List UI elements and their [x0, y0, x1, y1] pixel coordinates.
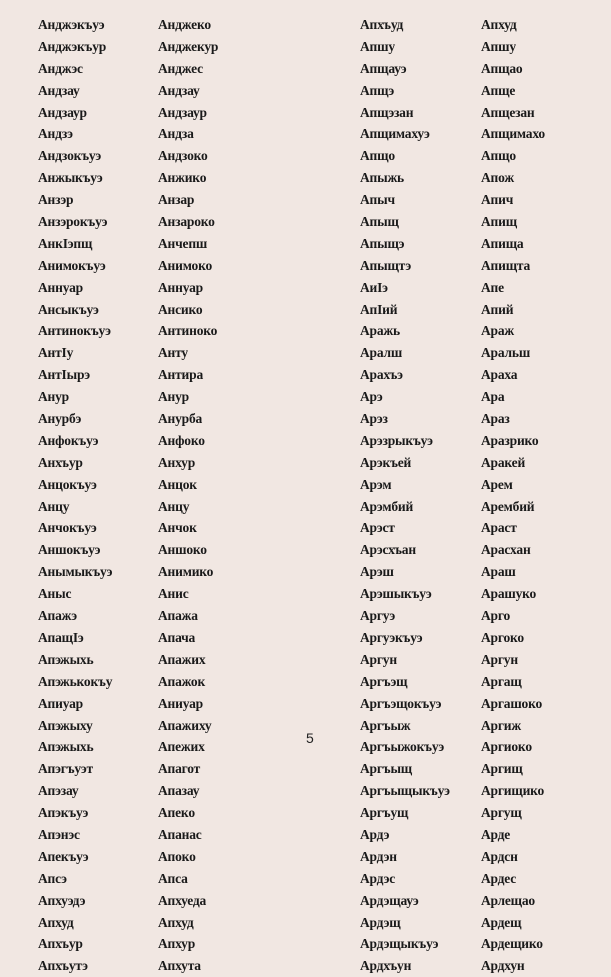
word-entry: Араш — [481, 564, 516, 580]
word-entry: Анжыкъуэ — [38, 170, 103, 186]
word-entry: Аргиоко — [481, 739, 532, 755]
word-entry: Антира — [158, 367, 203, 383]
word-entry: Ардэщауэ — [360, 892, 419, 908]
word-entry: Апыщтэ — [360, 257, 412, 273]
word-entry: Апыжь — [360, 170, 404, 186]
word-entry: Аныс — [38, 586, 72, 602]
word-entry: АпащӀэ — [38, 629, 84, 645]
word-entry: Апиуар — [38, 695, 83, 711]
word-entry: АнкӀэпщ — [38, 235, 93, 251]
word-entry: Арэст — [360, 520, 395, 536]
word-entry: Анфокъуэ — [38, 432, 99, 448]
word-column-2 — [158, 14, 218, 977]
word-entry: АпӀий — [360, 301, 398, 317]
word-entry: Арэмбий — [360, 498, 414, 514]
word-column-3 — [360, 14, 450, 977]
word-entry: Апэгъуэт — [38, 761, 93, 777]
word-entry: Апщимахо — [481, 126, 545, 142]
word-entry: Анцокъуэ — [38, 476, 97, 492]
word-entry: Анцок — [158, 476, 197, 492]
word-entry: Апщимахуэ — [360, 126, 430, 142]
word-entry: Апщо — [481, 148, 516, 164]
word-entry: Апхута — [158, 958, 201, 974]
word-entry: Андзаур — [158, 104, 207, 120]
word-entry: Апыщэ — [360, 235, 405, 251]
word-entry: Аргищико — [481, 783, 545, 799]
word-entry: Ардэс — [360, 870, 396, 886]
word-entry: Арембий — [481, 498, 535, 514]
word-entry: Апхуэдэ — [38, 892, 86, 908]
word-entry: Анимико — [158, 564, 214, 580]
word-entry: Апшу — [481, 38, 516, 54]
word-entry: Аргоко — [481, 629, 524, 645]
word-entry: Анурбэ — [38, 411, 82, 427]
word-entry: Апажа — [158, 608, 198, 624]
word-entry: Апхуд — [481, 17, 517, 32]
word-entry: Апич — [481, 192, 514, 208]
word-entry: Арэш — [360, 564, 394, 580]
word-entry: Ардэ — [360, 826, 390, 842]
word-entry: Аражь — [360, 323, 400, 339]
word-entry: Апача — [158, 629, 196, 645]
word-entry: Андзаур — [38, 104, 87, 120]
word-entry: Анымыкъуэ — [38, 564, 113, 580]
word-entry: Апажэ — [38, 608, 77, 624]
word-entry: Аншоко — [158, 542, 207, 558]
word-entry: Апажок — [158, 673, 206, 689]
word-entry: АиӀэ — [360, 279, 388, 295]
word-entry: Аргъущ — [360, 805, 409, 821]
word-entry: Анджэкъуэ — [38, 17, 105, 32]
word-entry: Аргъэщокъуэ — [360, 695, 442, 711]
word-entry: Ардхъун — [360, 958, 412, 974]
word-entry: Андзокъуэ — [38, 148, 102, 164]
word-entry: Апанас — [158, 826, 202, 842]
word-entry: Ардэщ — [360, 914, 401, 930]
word-entry: Арде — [481, 826, 511, 842]
word-entry: Аргуэкъуэ — [360, 629, 423, 645]
word-entry: Апщезан — [481, 104, 535, 120]
word-entry: Апхуд — [38, 914, 74, 930]
word-entry: Аракей — [481, 454, 526, 470]
word-entry: Анзэр — [38, 192, 74, 208]
word-entry: Анцу — [158, 498, 190, 514]
word-entry: Анурба — [158, 411, 203, 427]
word-entry: Ардсн — [481, 848, 518, 864]
word-entry: Аразрико — [481, 432, 539, 448]
word-entry: Апсэ — [38, 870, 67, 886]
word-entry: Арлещао — [481, 892, 535, 908]
word-entry: Анджес — [158, 60, 203, 76]
word-entry: Арем — [481, 476, 513, 492]
word-entry: Апхуеда — [158, 892, 207, 908]
word-entry: Аргущ — [481, 805, 522, 821]
word-entry: Апищ — [481, 214, 517, 230]
word-entry: Апхъутэ — [38, 958, 88, 974]
word-entry: Аргащ — [481, 673, 522, 689]
word-entry: АнтӀырэ — [38, 367, 90, 383]
word-entry: Апий — [481, 301, 514, 317]
word-entry: Анчокъуэ — [38, 520, 97, 536]
word-entry: Апежих — [158, 739, 205, 755]
word-entry: Анчепш — [158, 235, 208, 251]
word-entry: Аргъыщ — [360, 761, 412, 777]
word-entry: Апажиху — [158, 717, 212, 733]
word-entry: Араж — [481, 323, 514, 339]
word-entry: Апе — [481, 279, 504, 295]
word-entry: Анджекур — [158, 38, 219, 54]
word-entry: Ардещ — [481, 914, 522, 930]
word-entry: Анзароко — [158, 214, 215, 230]
word-entry: Аннуар — [158, 279, 203, 295]
word-entry: Апыщ — [360, 214, 399, 230]
word-entry: Анур — [158, 389, 189, 405]
word-entry: Ардэщыкъуэ — [360, 936, 439, 952]
word-entry: Ансико — [158, 301, 203, 317]
word-entry: Андзау — [38, 82, 80, 98]
word-entry: Аргъыжокъуэ — [360, 739, 445, 755]
word-entry: Аргун — [481, 651, 518, 667]
word-entry: Андзоко — [158, 148, 208, 164]
word-entry: Апса — [158, 870, 188, 886]
word-entry: Апхуд — [158, 914, 194, 930]
word-entry: Арахъэ — [360, 367, 403, 383]
word-entry: Аралш — [360, 345, 403, 361]
word-entry: Арэкъей — [360, 454, 412, 470]
word-entry: Анцу — [38, 498, 70, 514]
word-entry: Аргъыщыкъуэ — [360, 783, 450, 799]
word-entry: Апхъуд — [360, 17, 404, 32]
word-entry: Апэжыхь — [38, 739, 94, 755]
word-entry: Анчок — [158, 520, 197, 536]
word-entry: Араха — [481, 367, 518, 383]
word-entry: Аргъэщ — [360, 673, 408, 689]
word-entry: Аргуэ — [360, 608, 395, 624]
word-entry: Андза — [158, 126, 194, 142]
word-entry: Аншокъуэ — [38, 542, 101, 558]
word-entry: Арэм — [360, 476, 392, 492]
word-entry: Ардэн — [360, 848, 397, 864]
word-entry: Ардес — [481, 870, 517, 886]
word-entry: Аргашоко — [481, 695, 543, 711]
word-entry: Апыч — [360, 192, 395, 208]
word-entry: Апэкъуэ — [38, 805, 89, 821]
word-entry: Апэнэс — [38, 826, 80, 842]
word-entry: Ансыкъуэ — [38, 301, 99, 317]
word-entry: Апагот — [158, 761, 201, 777]
word-entry: Апеко — [158, 805, 195, 821]
word-entry: Арэзрыкъуэ — [360, 432, 433, 448]
page-number: 5 — [306, 730, 314, 746]
word-entry: Арго — [481, 608, 511, 624]
word-entry: Анджэкъур — [38, 38, 107, 54]
word-entry: Анзар — [158, 192, 195, 208]
word-entry: Апщэ — [360, 82, 394, 98]
word-entry: Арашуко — [481, 586, 537, 602]
word-entry: Аниуар — [158, 695, 203, 711]
word-entry: Анур — [38, 389, 69, 405]
word-entry: Апож — [481, 170, 514, 186]
word-entry: Аргъыж — [360, 717, 411, 733]
word-entry: Апщауэ — [360, 60, 407, 76]
word-column-1 — [38, 14, 112, 977]
word-entry: Аргун — [360, 651, 397, 667]
word-entry: Апищта — [481, 257, 531, 273]
word-entry: Араз — [481, 411, 510, 427]
word-entry: Апэжькокъу — [38, 673, 113, 689]
word-entry: Апэжыху — [38, 717, 93, 733]
word-entry: Апэзау — [38, 783, 79, 799]
word-entry: Апекъуэ — [38, 848, 89, 864]
word-entry: Анис — [158, 586, 189, 602]
word-entry: Апоко — [158, 848, 196, 864]
word-entry: Аргищ — [481, 761, 523, 777]
word-entry: Апища — [481, 235, 524, 251]
word-entry: Аргиж — [481, 717, 521, 733]
word-entry: Анимоко — [158, 257, 213, 273]
word-entry: Апшу — [360, 38, 395, 54]
word-entry: Анимокъуэ — [38, 257, 106, 273]
word-entry: Апщэзан — [360, 104, 414, 120]
word-entry: Анджэс — [38, 60, 83, 76]
word-entry: АнтӀу — [38, 345, 74, 361]
word-entry: Антиноко — [158, 323, 218, 339]
word-entry: Анджеко — [158, 17, 211, 32]
word-entry: Арасхан — [481, 542, 531, 558]
word-entry: Апщо — [360, 148, 395, 164]
word-entry: Аральш — [481, 345, 531, 361]
word-entry: Апажих — [158, 651, 206, 667]
word-entry: Анхъур — [38, 454, 83, 470]
word-entry: Анжико — [158, 170, 207, 186]
word-entry: Апазау — [158, 783, 200, 799]
word-entry: Апщао — [481, 60, 523, 76]
word-entry: Андзау — [158, 82, 200, 98]
word-entry: Апхур — [158, 936, 196, 952]
word-entry: Аннуар — [38, 279, 83, 295]
word-entry: Апхъур — [38, 936, 83, 952]
word-entry: Анту — [158, 345, 188, 361]
word-entry: Ардхун — [481, 958, 525, 974]
word-entry: Арэсхъан — [360, 542, 416, 558]
word-column-4 — [481, 14, 545, 977]
word-entry: Арэшыкъуэ — [360, 586, 432, 602]
word-entry: Апэжыхь — [38, 651, 94, 667]
word-entry: Анзэрокъуэ — [38, 214, 108, 230]
word-entry: Антинокъуэ — [38, 323, 111, 339]
word-entry: Араст — [481, 520, 517, 536]
word-entry: Анхур — [158, 454, 196, 470]
word-entry: Арэ — [360, 389, 383, 405]
word-entry: Андзэ — [38, 126, 73, 142]
word-entry: Апще — [481, 82, 516, 98]
word-entry: Ара — [481, 389, 505, 405]
word-entry: Ардещико — [481, 936, 543, 952]
word-entry: Анфоко — [158, 432, 205, 448]
word-entry: Арэз — [360, 411, 388, 427]
